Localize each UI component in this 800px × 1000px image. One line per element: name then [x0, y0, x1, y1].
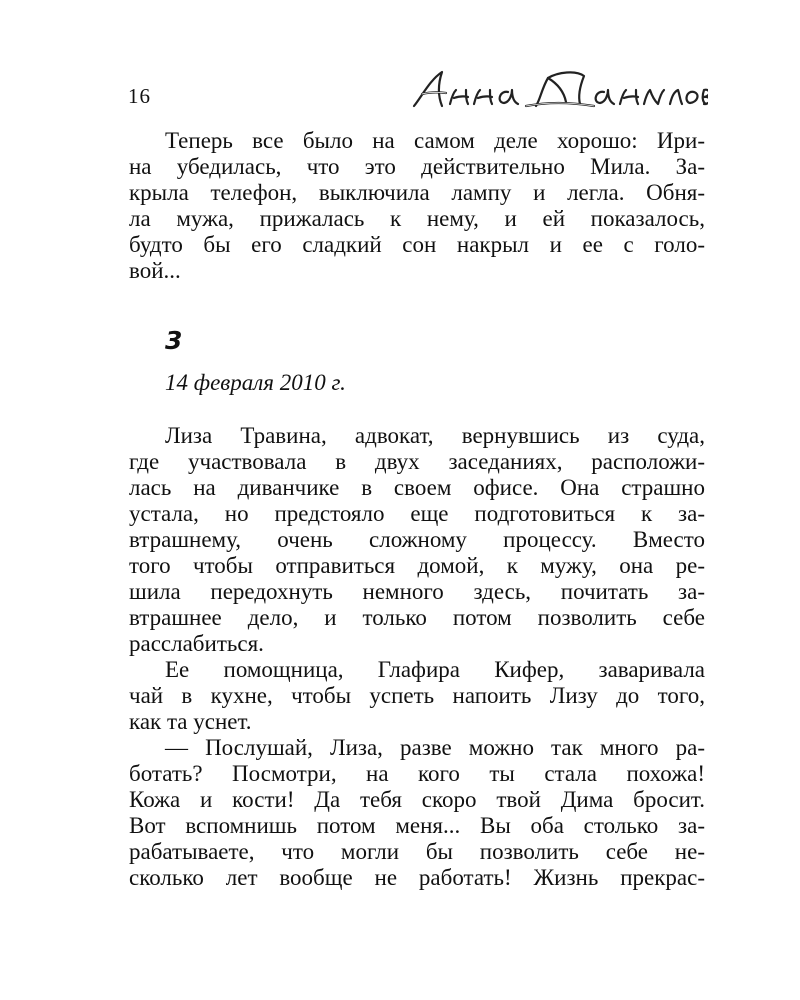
- text-section-1: [129, 128, 705, 284]
- text-line: будто бы его сладкий сон накрыл и ее с голо-: [129, 232, 705, 257]
- text-line: Вот вспомнишь потом меня... Вы оба столько за-: [129, 813, 705, 838]
- text-line: Теперь все было на самом деле хорошо: Ири-: [165, 128, 705, 153]
- text-section-2: [129, 423, 705, 891]
- text-line: Ее помощница, Глафира Кифер, заваривала: [165, 657, 705, 682]
- text-line: лась на диванчике в своем офисе. Она страшно: [129, 475, 705, 500]
- page-number: 16: [128, 84, 151, 108]
- text-line: расслабиться.: [129, 631, 264, 656]
- text-line: устала, но предстояло еще подготовиться к за-: [129, 501, 705, 526]
- text-line: Кожа и кости! Да тебя скоро твой Дима бросит.: [129, 787, 705, 812]
- text-line: ботать? Посмотри, на кого ты стала похожа!: [129, 761, 705, 786]
- text-line: втрашнее дело, и только потом позволить себе: [129, 605, 705, 630]
- running-head-author: [408, 66, 708, 112]
- text-line: чай в кухне, чтобы успеть напоить Лизу до того,: [129, 683, 705, 708]
- text-line: Лиза Травина, адвокат, вернувшись из суда,: [165, 423, 705, 448]
- text-line: рабатываете, что могли бы позволить себе не-: [129, 839, 705, 864]
- text-line: где участвовала в двух заседаниях, расположи-: [129, 449, 705, 474]
- text-line: сколько лет вообще не работать! Жизнь прекрас-: [129, 865, 705, 890]
- text-line: на убедилась, что это действительно Мила. За-: [129, 154, 705, 179]
- text-line: — Послушай, Лиза, разве можно так много ра-: [165, 735, 705, 760]
- text-line: того чтобы отправиться домой, к мужу, она ре-: [129, 553, 705, 578]
- text-line: вой...: [129, 258, 181, 283]
- chapter-number: 3: [165, 326, 183, 355]
- text-line: ла мужа, прижалась к нему, и ей показалось,: [129, 206, 705, 231]
- chapter-date: 14 февраля 2010 г.: [165, 370, 346, 395]
- text-line: как та уснет.: [129, 709, 252, 734]
- text-line: шила передохнуть немного здесь, почитать за-: [129, 579, 705, 604]
- text-line: крыла телефон, выключила лампу и легла. Обня-: [129, 180, 705, 205]
- author-signature-logo: [408, 66, 708, 112]
- text-line: втрашнему, очень сложному процессу. Вместо: [129, 527, 705, 552]
